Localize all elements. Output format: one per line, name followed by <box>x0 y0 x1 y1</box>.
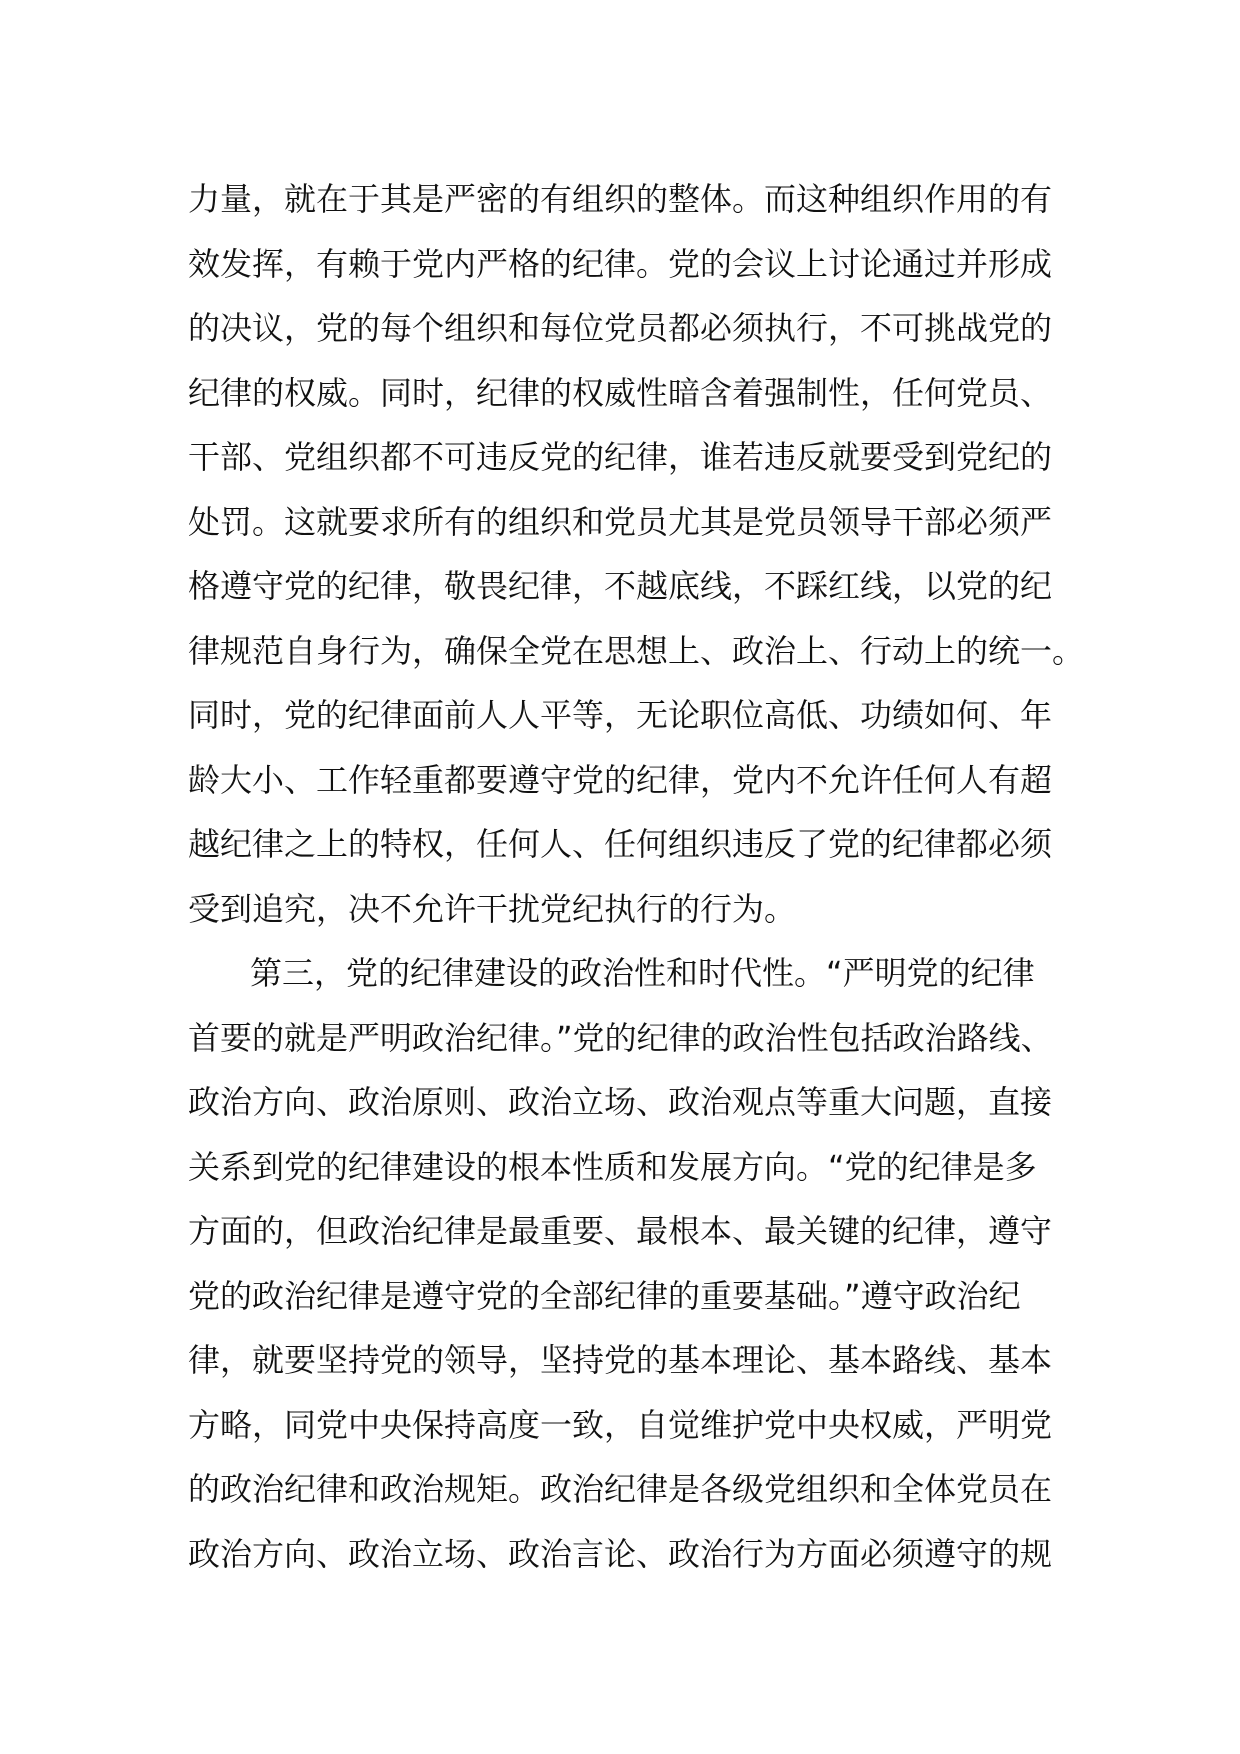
text-line: 干部、党组织都不可违反党的纪律，谁若违反就要受到党纪的 <box>188 438 1053 476</box>
text-line: 的决议，党的每个组织和每位党员都必须执行，不可挑战党的 <box>188 309 1053 347</box>
text-line: 方面的，但政治纪律是最重要、最根本、最关键的纪律，遵守 <box>188 1212 1053 1250</box>
text-line: 律，就要坚持党的领导，坚持党的基本理论、基本路线、基本 <box>188 1341 1053 1379</box>
body-text <box>188 167 1085 1586</box>
text-line: 的政治纪律和政治规矩。政治纪律是各级党组织和全体党员在 <box>188 1470 1053 1508</box>
text-line: 律规范自身行为，确保全党在思想上、政治上、行动上的统一。 <box>188 631 1085 670</box>
text-line: 政治方向、政治原则、政治立场、政治观点等重大问题，直接 <box>188 1083 1053 1121</box>
text-line: 越纪律之上的特权，任何人、任何组织违反了党的纪律都必须 <box>188 825 1053 863</box>
text-line: 效发挥，有赖于党内严格的纪律。党的会议上讨论通过并形成 <box>188 244 1053 283</box>
text-line: 格遵守党的纪律，敬畏纪律，不越底线，不踩红线，以党的纪 <box>188 567 1053 605</box>
text-line: 纪律的权威。同时，纪律的权威性暗含着强制性，任何党员、 <box>188 373 1053 412</box>
text-line: 受到追究，决不允许干扰党纪执行的行为。 <box>188 889 797 928</box>
text-line: 首要的就是严明政治纪律。”党的纪律的政治性包括政治路线、 <box>188 1018 1053 1057</box>
text-line: 党的政治纪律是遵守党的全部纪律的重要基础。”遵守政治纪 <box>188 1276 1021 1315</box>
text-line: 关系到党的纪律建设的根本性质和发展方向。“党的纪律是多 <box>188 1147 1037 1186</box>
text-line: 政治方向、政治立场、政治言论、政治行为方面必须遵守的规 <box>188 1534 1053 1573</box>
text-line: 方略，同党中央保持高度一致，自觉维护党中央权威，严明党 <box>188 1405 1053 1444</box>
text-line: 力量，就在于其是严密的有组织的整体。而这种组织作用的有 <box>188 180 1053 218</box>
paragraph-first-line: 第三，党的纪律建设的政治性和时代性。“严明党的纪律 <box>250 954 1035 992</box>
text-line: 龄大小、工作轻重都要遵守党的纪律，党内不允许任何人有超 <box>188 760 1053 799</box>
text-line: 同时，党的纪律面前人人平等，无论职位高低、功绩如何、年 <box>188 696 1053 734</box>
text-line: 处罚。这就要求所有的组织和党员尤其是党员领导干部必须严 <box>188 502 1053 541</box>
